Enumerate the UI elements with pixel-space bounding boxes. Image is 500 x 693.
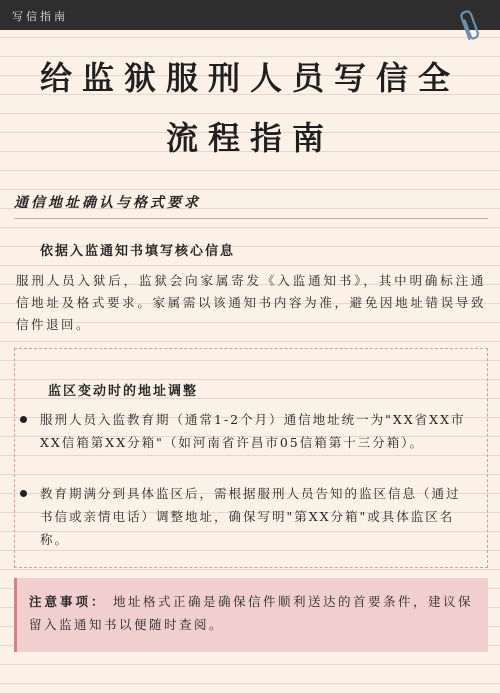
note-box	[14, 578, 488, 652]
note-label: 注意事项：	[29, 594, 107, 609]
paperclip-icon	[456, 8, 484, 44]
section-heading: 通信地址确认与格式要求	[14, 195, 201, 211]
note-text: 地址格式正确是确保信件顺利送达的首要条件，建议保留入监通知书以便随时查阅。	[29, 594, 474, 632]
page-title	[0, 48, 500, 168]
title-line-1: 给监狱服刑人员写信全	[39, 59, 460, 97]
intro-paragraph: 服刑人员入狱后，监狱会向家属寄发《入监通知书》，其中明确标注通信地址及格式要求。家属需以该通知书内容为准，避免因地址错误导致信件退回。	[16, 273, 486, 332]
top-bar	[0, 0, 500, 30]
bullet-icon	[20, 416, 27, 423]
subsection-heading: 依据入监通知书填写核心信息	[40, 244, 236, 259]
section-divider	[14, 218, 488, 219]
header-label: 写信指南	[12, 10, 68, 23]
title-line-2: 流程指南	[165, 119, 334, 157]
list-item-text: 教育期满分到具体监区后，需根据服刑人员告知的监区信息（通过书信或亲情电话）调整地址，确保写明"第XX分箱"或具体监区名称。	[40, 486, 461, 547]
list-item-text: 服刑人员入监教育期（通常1-2个月）通信地址统一为"XX省XX市XX信箱第XX分箱"（如河南省许昌市05信箱第十三分箱）。	[40, 412, 466, 450]
note-text-block	[29, 590, 481, 636]
bullet-icon	[20, 490, 27, 497]
address-change-title: 监区变动时的地址调整	[48, 384, 199, 399]
